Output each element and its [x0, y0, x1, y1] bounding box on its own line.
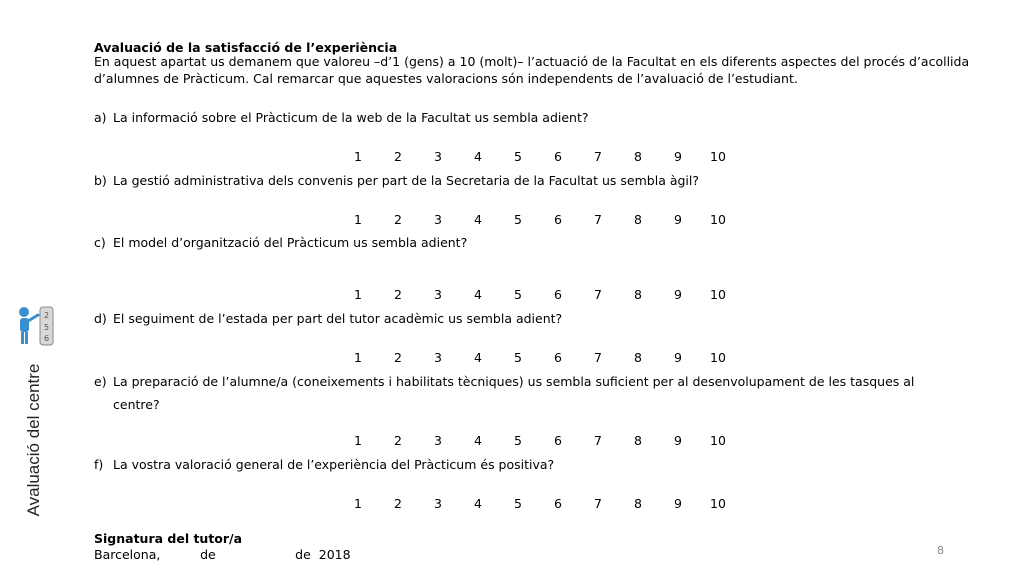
rating-option[interactable]: 1	[354, 496, 362, 511]
question-text: La gestió administrativa dels convenis per part de la Secretaria de la Facultat us sembla àgil?	[113, 173, 700, 188]
rating-option[interactable]: 5	[514, 433, 522, 448]
question-f	[94, 457, 554, 472]
rating-option[interactable]: 1	[354, 212, 362, 227]
question-a	[94, 110, 589, 125]
rating-option[interactable]: 7	[594, 496, 602, 511]
svg-text:6: 6	[43, 334, 50, 343]
rating-scale-b	[338, 212, 738, 227]
rating-scale-c	[338, 287, 738, 302]
rating-option[interactable]: 5	[514, 496, 522, 511]
rating-option[interactable]: 10	[710, 496, 726, 511]
rating-option[interactable]: 6	[554, 496, 562, 511]
svg-text:2: 2	[43, 311, 50, 320]
rating-option[interactable]: 4	[474, 496, 482, 511]
section-title: Avaluació de la satisfacció de l’experiència	[94, 40, 398, 55]
svg-text:5: 5	[43, 323, 50, 332]
rating-option[interactable]: 1	[354, 287, 362, 302]
rating-option[interactable]: 8	[634, 433, 642, 448]
question-text: La preparació de l’alumne/a (coneixements i habilitats tècniques) us sembla suficient per al desenvolupament de les tasques al	[113, 374, 915, 389]
rating-option[interactable]: 4	[474, 433, 482, 448]
question-e-continuation: centre?	[113, 397, 160, 412]
rating-option[interactable]: 8	[634, 350, 642, 365]
rating-option[interactable]: 6	[554, 149, 562, 164]
rating-option[interactable]: 8	[634, 496, 642, 511]
rating-option[interactable]: 1	[354, 350, 362, 365]
rating-option[interactable]: 7	[594, 350, 602, 365]
rating-option[interactable]: 5	[514, 149, 522, 164]
rating-scale-d	[338, 350, 738, 365]
rating-option[interactable]: 3	[434, 212, 442, 227]
rating-option[interactable]: 8	[634, 287, 642, 302]
rating-option[interactable]: 7	[594, 287, 602, 302]
rating-option[interactable]: 9	[674, 149, 682, 164]
rating-option[interactable]: 5	[514, 287, 522, 302]
rating-option[interactable]: 4	[474, 287, 482, 302]
rating-option[interactable]: 6	[554, 350, 562, 365]
rating-option[interactable]: 7	[594, 433, 602, 448]
question-letter: d)	[94, 311, 107, 326]
rating-option[interactable]: 7	[594, 212, 602, 227]
rating-option[interactable]: 9	[674, 287, 682, 302]
rating-option[interactable]: 9	[674, 212, 682, 227]
question-text: El seguiment de l’estada per part del tutor acadèmic us sembla adient?	[113, 311, 563, 326]
rating-option[interactable]: 8	[634, 149, 642, 164]
question-b	[94, 173, 699, 188]
question-letter: a)	[94, 110, 107, 125]
question-text: La vostra valoració general de l’experiència del Pràcticum és positiva?	[113, 457, 555, 472]
question-c	[94, 235, 467, 250]
rating-option[interactable]: 9	[674, 433, 682, 448]
rating-option[interactable]: 3	[434, 287, 442, 302]
rating-option[interactable]: 2	[394, 212, 402, 227]
signature-place-date: Barcelona, de de 2018	[94, 547, 351, 562]
question-text: El model d’organització del Pràcticum us sembla adient?	[113, 235, 468, 250]
rating-option[interactable]: 3	[434, 433, 442, 448]
question-d	[94, 311, 562, 326]
rating-option[interactable]: 1	[354, 433, 362, 448]
rating-option[interactable]: 8	[634, 212, 642, 227]
rating-option[interactable]: 9	[674, 350, 682, 365]
rating-option[interactable]: 7	[594, 149, 602, 164]
rating-option[interactable]: 4	[474, 212, 482, 227]
rating-option[interactable]: 3	[434, 350, 442, 365]
page-number: 8	[937, 544, 944, 557]
rating-option[interactable]: 3	[434, 149, 442, 164]
rating-option[interactable]: 2	[394, 350, 402, 365]
question-letter: f)	[94, 457, 104, 472]
question-letter: c)	[94, 235, 106, 250]
rating-option[interactable]: 2	[394, 287, 402, 302]
side-title: Avaluació del centre	[24, 363, 43, 517]
rating-option[interactable]: 10	[710, 433, 726, 448]
rating-option[interactable]: 4	[474, 350, 482, 365]
rating-option[interactable]: 1	[354, 149, 362, 164]
rating-option[interactable]: 2	[394, 149, 402, 164]
question-letter: e)	[94, 374, 107, 389]
rating-option[interactable]: 6	[554, 212, 562, 227]
rating-option[interactable]: 10	[710, 287, 726, 302]
rating-option[interactable]: 3	[434, 496, 442, 511]
rating-option[interactable]: 6	[554, 287, 562, 302]
signature-title: Signatura del tutor/a	[94, 531, 243, 546]
rating-option[interactable]: 5	[514, 350, 522, 365]
rating-option[interactable]: 10	[710, 350, 726, 365]
intro-paragraph: En aquest apartat us demanem que valoreu –d’1 (gens) a 10 (molt)– l’actuació de la Facultat en els diferents aspectes del procés d’acollida d’alumnes de Pràcticum. Cal remarcar que aquestes valoracions són independents de l’avaluació de l’estudiant.	[94, 54, 970, 86]
rating-option[interactable]: 6	[554, 433, 562, 448]
rating-scale-e	[338, 433, 738, 448]
rating-option[interactable]: 10	[710, 149, 726, 164]
rating-option[interactable]: 4	[474, 149, 482, 164]
question-letter: b)	[94, 173, 107, 188]
rating-scale-f	[338, 496, 738, 511]
question-e	[94, 374, 914, 389]
question-text: La informació sobre el Pràcticum de la web de la Facultat us sembla adient?	[113, 110, 589, 125]
rating-option[interactable]: 9	[674, 496, 682, 511]
rating-option[interactable]: 10	[710, 212, 726, 227]
rating-option[interactable]: 2	[394, 433, 402, 448]
rating-scale-a	[338, 149, 738, 164]
rating-option[interactable]: 5	[514, 212, 522, 227]
rating-option[interactable]: 2	[394, 496, 402, 511]
